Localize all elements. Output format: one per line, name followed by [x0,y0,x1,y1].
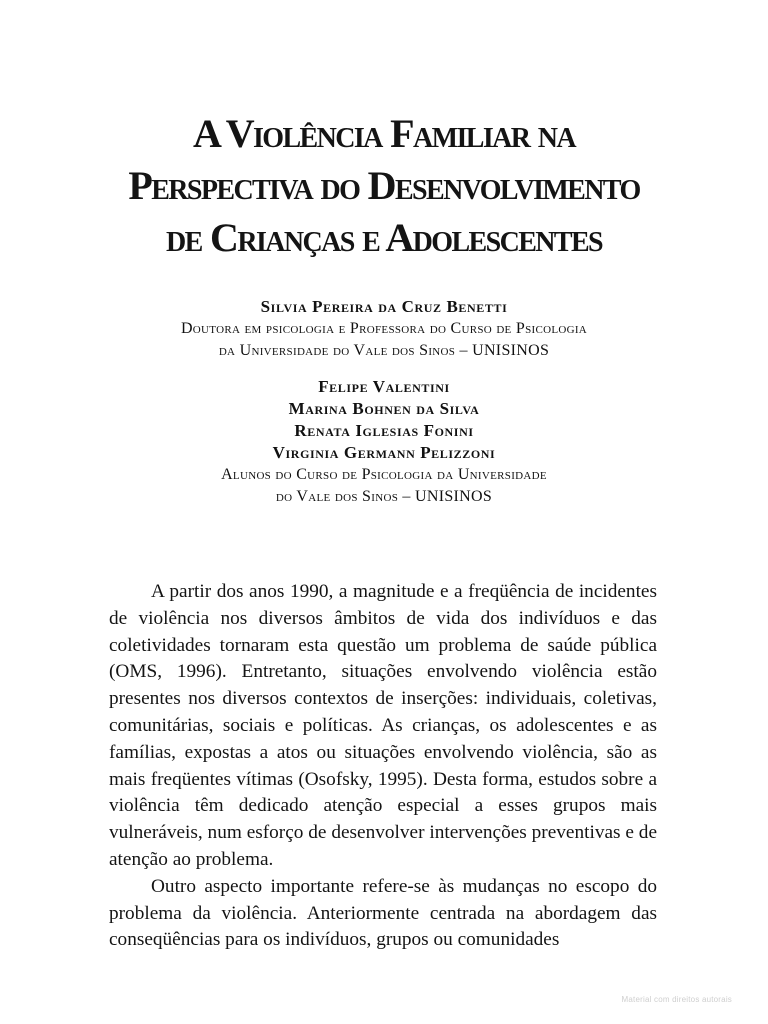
title-line: A Violência Familiar na [192,111,576,156]
chapter-title [0,108,768,264]
author-affiliation: Alunos do Curso de Psicologia da Universidade [221,466,547,483]
title-line: Perspectiva do Desenvolvimento [128,163,640,208]
student-authors-group [0,376,768,508]
body-text [109,579,657,954]
authors-block [0,296,768,508]
primary-author-group [0,296,768,362]
copyright-watermark: Material com direitos autorais [621,995,732,1004]
body-paragraph: A partir dos anos 1990, a magnitude e a freqüência de incidentes de violência nos diversos âmbitos de vida dos indivíduos e das coletividades tornaram esta questão um problema de saúde pública (OMS, 1996). Entretanto, situações envolvendo violência estão presentes nos diversos contextos de inserções: individuais, coletivas, comunitárias, sociais e políticas. As crianças, os adolescentes e as famílias, expostas a atos ou situações envolvendo violência, são as mais freqüentes vítimas (Osofsky, 1995). Desta forma, estudos sobre a violência têm dedicado atenção especial a esses grupos mais vulneráveis, num esforço de desenvolver intervenções preventivas e de atenção ao problema. [109,581,657,870]
author-affiliation: Doutora em psicologia e Professora do Curso de Psicologia [180,320,588,337]
body-paragraph: Outro aspecto importante refere-se às mudanças no escopo do problema da violência. Anteriormente centrada na abordagem das conseqüências para os indivíduos, grupos ou comunidades [109,875,657,951]
author-affiliation: do Vale dos Sinos – UNISINOS [275,488,493,505]
author-affiliation: da Universidade do Vale dos Sinos – UNISINOS [218,342,550,359]
author-name: Renata Iglesias Fonini [294,421,474,440]
author-name: Marina Bohnen da Silva [288,399,480,418]
author-name: Virginia Germann Pelizzoni [272,443,496,462]
author-name: Silvia Pereira da Cruz Benetti [260,297,508,316]
author-name: Felipe Valentini [318,377,450,396]
title-line: de Crianças e Adolescentes [165,215,603,260]
